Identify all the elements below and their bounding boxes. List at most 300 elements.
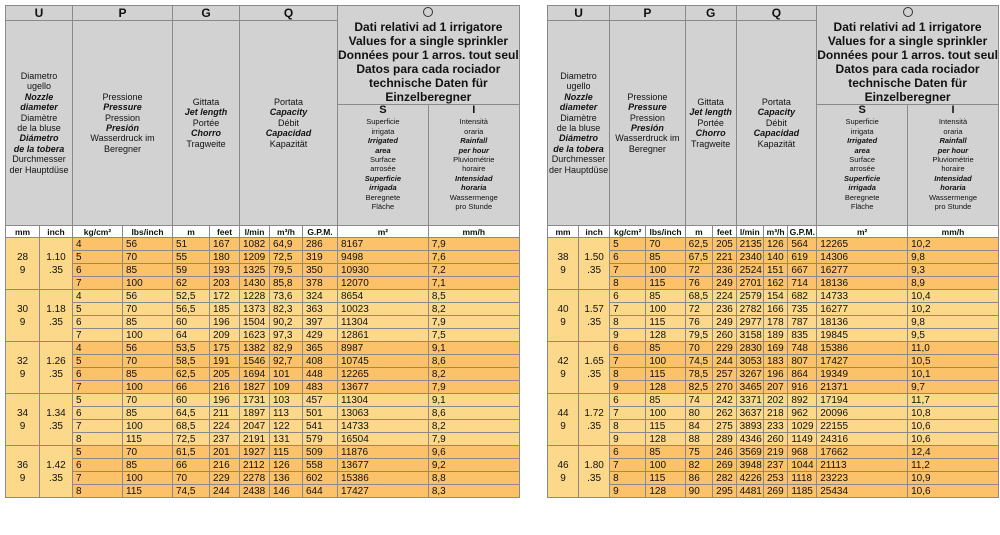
data-cell: 56 (123, 238, 173, 251)
data-cell: 18136 (817, 277, 908, 290)
table-row (548, 264, 1000, 277)
data-cell: 79,5 (685, 329, 713, 342)
pressure-line: Beregner (103, 143, 142, 154)
data-cell: 56 (123, 290, 173, 303)
data-cell: 85 (646, 251, 685, 264)
data-cell: 216 (210, 381, 240, 394)
data-cell: 74 (685, 394, 713, 407)
data-cell: 12861 (338, 329, 429, 342)
nozzle-header (6, 21, 73, 226)
data-cell: 1430 (240, 277, 270, 290)
irrigated-area-header (338, 105, 429, 226)
unit-label: l/min (736, 226, 763, 238)
data-cell: 2112 (240, 459, 270, 472)
data-cell: 128 (646, 329, 685, 342)
column-letter: G (173, 6, 240, 21)
pressure-line: Wasserdruck im (90, 133, 155, 144)
data-cell: 15386 (338, 472, 429, 485)
i-line: pro Stunde (455, 202, 493, 212)
data-cell: 21113 (817, 459, 908, 472)
data-cell: 8,2 (428, 368, 519, 381)
data-cell: 1082 (240, 238, 270, 251)
data-cell: 714 (788, 277, 817, 290)
i-line: per hour (937, 145, 969, 155)
data-cell: 70 (173, 472, 210, 485)
data-cell: 15386 (817, 342, 908, 355)
data-cell: 10,4 (908, 290, 999, 303)
data-cell: 205 (210, 368, 240, 381)
data-cell: 286 (303, 238, 338, 251)
data-cell: 1694 (240, 368, 270, 381)
table-row (6, 446, 521, 459)
data-cell: 92,7 (270, 355, 303, 368)
i-letter: I (472, 104, 476, 116)
nozzle-inch: 1.42 .35 (40, 446, 73, 498)
column-letter: U (548, 6, 610, 21)
nozzle-line: Diámetro (19, 133, 59, 144)
nozzle-mm: 42 9 (548, 342, 579, 394)
data-cell: 9 (610, 329, 646, 342)
data-cell: 82,5 (685, 381, 713, 394)
data-cell: 58,5 (173, 355, 210, 368)
data-cell: 10,8 (908, 407, 999, 420)
jet-line: Jet length (689, 107, 732, 118)
i-line: Intensidad (455, 173, 493, 183)
data-cell: 1118 (788, 472, 817, 485)
data-cell: 270 (713, 381, 736, 394)
nozzle-line: ugello (26, 81, 52, 92)
data-cell: 448 (303, 368, 338, 381)
data-cell: 8,5 (428, 290, 519, 303)
table-row (6, 459, 521, 472)
data-cell: 787 (788, 316, 817, 329)
data-cell: 10745 (338, 355, 429, 368)
nozzle-line: Diamètre (560, 112, 597, 123)
data-cell: 408 (303, 355, 338, 368)
dati-line: technische Daten für (369, 76, 488, 90)
data-cell: 249 (713, 316, 736, 329)
data-cell: 8,2 (428, 420, 519, 433)
data-cell: 916 (788, 381, 817, 394)
column-letter: G (685, 6, 736, 21)
nozzle-line: Diamètre (20, 112, 58, 123)
data-cell: 8 (610, 420, 646, 433)
table-row (548, 381, 1000, 394)
table-row (6, 355, 521, 368)
data-cell: 7 (610, 407, 646, 420)
pressure-header (610, 21, 686, 226)
data-cell: 10,5 (908, 355, 999, 368)
s-line: Superficie (845, 117, 879, 127)
s-line: irrigata (850, 126, 874, 136)
data-cell: 269 (763, 485, 787, 498)
data-cell: 7 (73, 381, 123, 394)
data-cell: 8 (610, 472, 646, 485)
data-cell: 8,3 (428, 485, 519, 498)
data-cell: 962 (788, 407, 817, 420)
data-cell: 7,9 (428, 238, 519, 251)
data-cell: 51 (173, 238, 210, 251)
data-cell: 7 (73, 277, 123, 290)
data-cell: 10,9 (908, 472, 999, 485)
data-cell: 3465 (736, 381, 763, 394)
data-cell: 2830 (736, 342, 763, 355)
unit-label: lbs/inch (646, 226, 685, 238)
capacity-line: Débit (277, 117, 299, 128)
column-letter: Q (240, 6, 338, 21)
data-cell: 9,3 (908, 264, 999, 277)
data-cell: 244 (210, 485, 240, 498)
i-line: horaria (461, 183, 487, 193)
nozzle-inch: 1.10 .35 (40, 238, 73, 290)
data-cell: 12265 (338, 368, 429, 381)
data-cell: 509 (303, 446, 338, 459)
irrigated-area-header (817, 105, 908, 226)
data-cell: 9,2 (428, 459, 519, 472)
data-cell: 6 (610, 290, 646, 303)
table-row (6, 290, 521, 303)
data-cell: 7 (610, 355, 646, 368)
jet-line: Gittata (697, 96, 724, 107)
data-cell: 175 (210, 342, 240, 355)
i-line: oraria (943, 126, 963, 136)
data-cell: 2135 (736, 238, 763, 251)
s-line: Surface (849, 155, 876, 165)
rainfall-header (908, 105, 999, 226)
table-row (548, 342, 1000, 355)
data-cell: 667 (788, 264, 817, 277)
nozzle-inch: 1.80 .35 (579, 446, 610, 498)
table-row (548, 407, 1000, 420)
table-row (6, 251, 521, 264)
data-cell: 70 (123, 303, 173, 316)
nozzle-line: Diametro (20, 70, 58, 81)
data-cell: 9,7 (908, 381, 999, 394)
data-cell: 2438 (240, 485, 270, 498)
unit-label: kg/cm² (610, 226, 646, 238)
nozzle-line: de la bluse (17, 123, 61, 133)
unit-label: m³/h (270, 226, 303, 238)
data-cell: 1504 (240, 316, 270, 329)
data-cell: 7 (73, 329, 123, 342)
table-row (548, 459, 1000, 472)
data-cell: 7 (73, 420, 123, 433)
unit-label: mm/h (428, 226, 519, 238)
data-cell: 196 (210, 394, 240, 407)
data-cell: 115 (123, 485, 173, 498)
data-cell: 23223 (817, 472, 908, 485)
s-line: area (854, 145, 870, 155)
data-cell: 218 (763, 407, 787, 420)
data-cell: 564 (788, 238, 817, 251)
s-line: Beregnete (365, 192, 401, 202)
data-cell: 233 (763, 420, 787, 433)
data-cell: 6 (610, 394, 646, 407)
data-cell: 8987 (338, 342, 429, 355)
pressure-line: Beregner (628, 143, 666, 154)
pressure-line: Pressure (103, 102, 142, 113)
unit-label: inch (40, 226, 73, 238)
jet-header (685, 21, 736, 226)
i-line: Wassermenge (449, 192, 498, 202)
unit-label: l/min (240, 226, 270, 238)
nozzle-line: diameter (20, 102, 58, 113)
table-row (6, 394, 521, 407)
data-cell: 151 (763, 264, 787, 277)
data-cell: 269 (713, 459, 736, 472)
data-cell: 17427 (817, 355, 908, 368)
table-row (6, 433, 521, 446)
unit-label: G.P.M. (303, 226, 338, 238)
table-row (548, 238, 1000, 251)
data-cell: 602 (303, 472, 338, 485)
data-cell: 6 (610, 446, 646, 459)
data-cell: 172 (210, 290, 240, 303)
dati-line: Einzelberegner (864, 90, 951, 104)
i-line: horaire (462, 164, 486, 174)
nozzle-line: Durchmesser (551, 154, 606, 165)
data-cell: 262 (713, 407, 736, 420)
data-cell: 1373 (240, 303, 270, 316)
data-cell: 85 (646, 290, 685, 303)
data-cell: 1044 (788, 459, 817, 472)
data-cell: 350 (303, 264, 338, 277)
data-cell: 257 (713, 368, 736, 381)
data-cell: 13677 (338, 381, 429, 394)
data-cell: 128 (646, 433, 685, 446)
data-cell: 196 (210, 316, 240, 329)
data-cell: 64 (173, 329, 210, 342)
s-line: Surface (369, 155, 396, 165)
pressure-line: Pression (629, 112, 665, 123)
nozzle-inch: 1.65 .35 (579, 342, 610, 394)
data-cell: 85 (123, 459, 173, 472)
data-cell: 16277 (817, 264, 908, 277)
table-row (6, 485, 521, 498)
data-cell: 6 (73, 264, 123, 277)
data-cell: 9,6 (428, 446, 519, 459)
data-cell: 397 (303, 316, 338, 329)
data-cell: 644 (303, 485, 338, 498)
data-cell: 55 (173, 251, 210, 264)
nozzle-line: der Hauptdüse (9, 164, 69, 175)
data-cell: 126 (763, 238, 787, 251)
data-cell: 85 (123, 264, 173, 277)
data-cell: 115 (646, 316, 685, 329)
data-cell: 237 (763, 459, 787, 472)
data-cell: 4481 (736, 485, 763, 498)
i-line: per hour (458, 145, 489, 155)
unit-label: lbs/inch (123, 226, 173, 238)
table-row (548, 433, 1000, 446)
data-cell: 619 (788, 251, 817, 264)
data-cell: 10,6 (908, 485, 999, 498)
data-cell: 1897 (240, 407, 270, 420)
nozzle-line: de la bluse (556, 123, 601, 133)
nozzle-mm: 46 9 (548, 446, 579, 498)
data-cell: 1382 (240, 342, 270, 355)
data-cell: 78,5 (685, 368, 713, 381)
data-cell: 9,8 (908, 316, 999, 329)
s-line: Superficie (364, 173, 402, 183)
nozzle-line: Diámetro (559, 133, 599, 144)
table-row (6, 316, 521, 329)
table-row (548, 485, 1000, 498)
data-cell: 2340 (736, 251, 763, 264)
data-cell: 4226 (736, 472, 763, 485)
data-cell: 9 (610, 433, 646, 446)
data-cell: 136 (270, 472, 303, 485)
data-cell: 73,6 (270, 290, 303, 303)
nozzle-mm: 34 9 (6, 394, 40, 446)
data-cell: 193 (210, 264, 240, 277)
data-cell: 9,8 (908, 251, 999, 264)
data-cell: 253 (763, 472, 787, 485)
data-cell: 7,9 (428, 433, 519, 446)
data-cell: 82,3 (270, 303, 303, 316)
data-cell: 60 (173, 394, 210, 407)
i-line: Pluviométrie (932, 155, 974, 165)
data-cell: 178 (763, 316, 787, 329)
table-row (548, 303, 1000, 316)
data-cell: 7 (73, 472, 123, 485)
data-cell: 244 (713, 355, 736, 368)
data-cell: 9 (610, 485, 646, 498)
data-cell: 11304 (338, 394, 429, 407)
data-cell: 5 (73, 303, 123, 316)
data-cell: 9,5 (908, 329, 999, 342)
pressure-line: Wasserdruck im (615, 133, 680, 144)
data-cell: 9 (610, 381, 646, 394)
table-row (548, 251, 1000, 264)
column-letter: P (73, 6, 173, 21)
data-cell: 12265 (817, 238, 908, 251)
capacity-line: Portata (273, 96, 304, 107)
data-cell: 3893 (736, 420, 763, 433)
data-cell: 85 (646, 446, 685, 459)
column-letter: Q (736, 6, 817, 21)
table-row (548, 420, 1000, 433)
data-cell: 70 (123, 394, 173, 407)
data-cell: 10,2 (908, 303, 999, 316)
data-cell: 11876 (338, 446, 429, 459)
data-cell: 260 (763, 433, 787, 446)
nozzle-inch: 1.34 .35 (40, 394, 73, 446)
data-cell: 196 (763, 368, 787, 381)
s-line: irrigada (848, 183, 876, 193)
dati-line: Einzelberegner (385, 90, 472, 104)
data-cell: 6 (610, 251, 646, 264)
data-cell: 70 (646, 238, 685, 251)
data-cell: 16504 (338, 433, 429, 446)
data-cell: 2977 (736, 316, 763, 329)
data-cell: 209 (210, 329, 240, 342)
s-letter: S (858, 104, 866, 116)
data-cell: 682 (788, 290, 817, 303)
data-cell: 319 (303, 251, 338, 264)
data-cell: 100 (646, 355, 685, 368)
capacity-line: Kapazität (269, 138, 308, 149)
data-cell: 8,9 (908, 277, 999, 290)
data-cell: 75 (685, 446, 713, 459)
table-row (548, 290, 1000, 303)
i-line: Intensità (459, 117, 488, 127)
data-cell: 807 (788, 355, 817, 368)
data-cell: 7,2 (428, 264, 519, 277)
data-cell: 1149 (788, 433, 817, 446)
s-line: Superficie (366, 117, 400, 127)
table-row (548, 368, 1000, 381)
data-cell: 221 (713, 251, 736, 264)
data-cell: 56 (123, 342, 173, 355)
table-row (548, 472, 1000, 485)
data-cell: 11,2 (908, 459, 999, 472)
jet-line: Tragweite (691, 138, 731, 149)
data-cell: 3569 (736, 446, 763, 459)
table-row (6, 381, 521, 394)
data-cell: 169 (763, 342, 787, 355)
dati-line: technische Daten für (848, 76, 967, 90)
data-cell: 205 (713, 238, 736, 251)
data-cell: 100 (646, 264, 685, 277)
i-line: Rainfall (939, 136, 967, 146)
data-cell: 4 (73, 290, 123, 303)
i-line: oraria (464, 126, 484, 136)
data-cell: 70 (123, 251, 173, 264)
data-cell: 85 (646, 342, 685, 355)
data-cell: 864 (788, 368, 817, 381)
data-cell: 236 (713, 303, 736, 316)
s-line: irrigada (369, 183, 397, 193)
table-row (6, 329, 521, 342)
capacity-line: Capacity (757, 107, 796, 118)
data-cell: 86 (685, 472, 713, 485)
data-cell: 748 (788, 342, 817, 355)
data-cell: 100 (123, 420, 173, 433)
unit-label: mm (548, 226, 579, 238)
circle-icon (903, 7, 913, 17)
pressure-line: Presión (105, 123, 139, 133)
dati-line: Données pour 1 arros. tout seul (338, 48, 519, 62)
data-cell: 68,5 (173, 420, 210, 433)
data-cell: 90,2 (270, 316, 303, 329)
data-cell: 85,8 (270, 277, 303, 290)
data-cell: 16277 (817, 303, 908, 316)
data-cell: 100 (646, 407, 685, 420)
data-cell: 2701 (736, 277, 763, 290)
data-cell: 7,9 (428, 316, 519, 329)
s-line: irrigata (371, 126, 395, 136)
data-cell: 483 (303, 381, 338, 394)
data-cell: 229 (713, 342, 736, 355)
data-cell: 11,0 (908, 342, 999, 355)
nozzle-mm: 36 9 (6, 446, 40, 498)
data-cell: 85 (123, 407, 173, 420)
pressure-line: Pressione (102, 91, 143, 102)
dati-line: Données pour 1 arros. tout seul (817, 48, 998, 62)
unit-label: feet (210, 226, 240, 238)
nozzle-line: Diametro (560, 70, 597, 81)
data-cell: 62 (173, 277, 210, 290)
row-spacer (998, 21, 999, 105)
row-spacer (519, 21, 520, 105)
data-cell: 115 (646, 472, 685, 485)
data-cell: 166 (763, 303, 787, 316)
single-sprinkler-header (817, 6, 999, 105)
i-line: Intensidad (934, 173, 972, 183)
data-cell: 7 (610, 459, 646, 472)
data-cell: 6 (73, 407, 123, 420)
